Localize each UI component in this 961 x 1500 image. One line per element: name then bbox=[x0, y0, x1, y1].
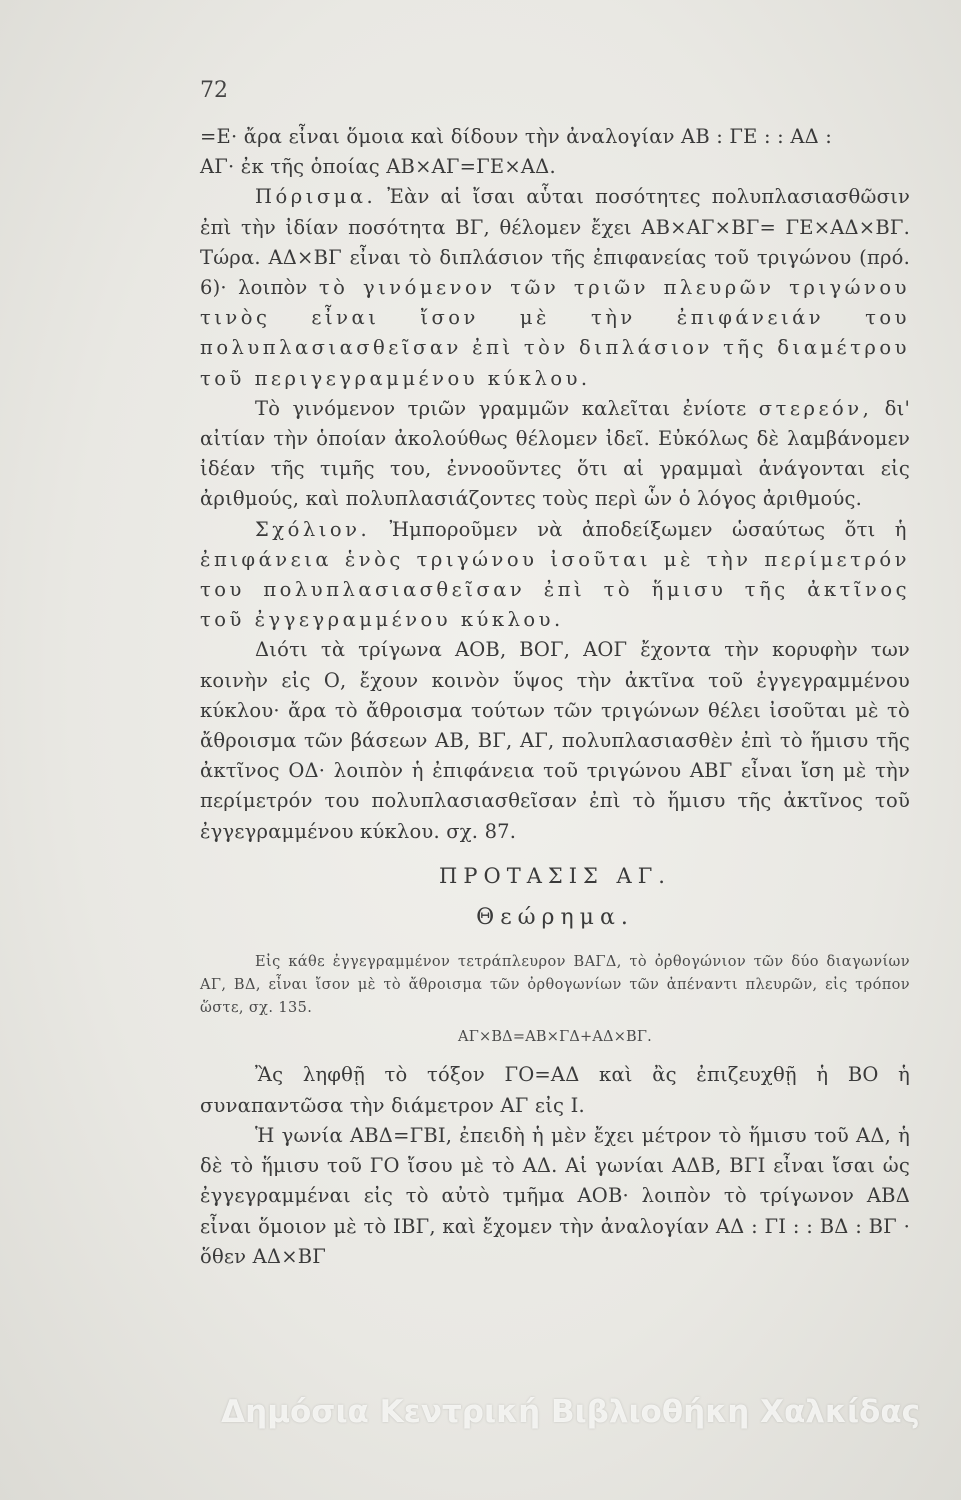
text-line: ΑΓ· ἐκ τῆς ὁποίας ΑΒ×ΑΓ=ΓΕ×ΑΔ. bbox=[200, 155, 556, 179]
page-number: 72 bbox=[200, 78, 228, 103]
porisma-spaced-text: τὸ γινόμενον τῶν τριῶν πλευρῶν τριγώνου τινὸς εἶναι ἴσον μὲ τὴν ἐπιφάνειάν του πολυπλασιασθεῖσαν ἐπὶ τὸν διπλάσιον τῆς διαμέτρου τοῦ περιγεγραμμένου κύκλου. bbox=[200, 276, 910, 390]
proof-paragraph bbox=[200, 635, 910, 846]
proof-paragraph-1: Ἂς ληφθῇ τὸ τόξον ΓΟ=ΑΔ καὶ ἂς ἐπιζευχθῇ ἡ ΒΟ ἡ συναπαντῶσα τὴν διάμετρον ΑΓ εἰς Ι. bbox=[200, 1063, 910, 1117]
stereon-text-1: Τὸ γινόμενον τριῶν γραμμῶν καλεῖται ἐνίοτε bbox=[255, 396, 747, 420]
text-line: =Ε· ἄρα εἶναι ὅμοια καὶ δίδουν τὴν ἀναλογίαν ΑΒ : ΓΕ : : ΑΔ : bbox=[200, 125, 833, 148]
proof-text: Διότι τὰ τρίγωνα ΑΟΒ, ΒΟΓ, ΑΟΓ ἔχοντα τὴν κορυφὴν των κοινὴν εἰς Ο, ἔχουν κοινὸν ὕψος τὴν ἀκτῖνα τοῦ ἐγγεγραμμένου κύκλου· ἄρα τὸ ἄθροισμα τούτων τῶν τριγώνων θέλει ἰσοῦται μὲ τὸ ἄθροισμα τῶν βάσεων ΑΒ, ΒΓ, ΑΓ, πολυπλασιασθὲν ἐπὶ τὸ ἥμισυ τῆς ἀκτῖνος ΟΔ· λοιπὸν ἡ ἐπιφάνεια τοῦ τριγώνου ΑΒΓ εἶναι ἴση μὲ τὴν περίμετρόν του πολυπλασιασθεῖσαν ἐπὶ τὸ ἥμισυ τῆς ἀκτῖνος τοῦ ἐγγεγραμμένου κύκλου. bbox=[200, 638, 910, 843]
library-watermark: Δημόσια Κεντρική Βιβλιοθήκη Χαλκίδας bbox=[221, 1394, 920, 1430]
scholion-text: Ἠμποροῦμεν νὰ ἀποδείξωμεν ὡσαύτως ὅτι bbox=[389, 517, 876, 541]
stereon-paragraph bbox=[200, 394, 910, 515]
page-text bbox=[200, 122, 910, 1272]
theorem-statement: Εἰς κάθε ἐγγεγραμμένον τετράπλευρον ΒΑΓΔ, τὸ ὀρθογώνιον τῶν δύο διαγωνίων ΑΓ, ΒΔ, εἶναι ἴσον μὲ τὸ ἄθροισμα τῶν ὀρθογωνίων τῶν ἀπέναντι πλευρῶν, εἰς τρόπον ὥστε, σχ. 135. bbox=[200, 954, 910, 1017]
theorem-formula: ΑΓ×ΒΔ=ΑΒ×ΓΔ+ΑΔ×ΒΓ. bbox=[458, 1029, 652, 1046]
protasis-heading: ΠΡΟΤΑΣΙΣ ΑΓ. bbox=[439, 863, 671, 888]
scholion-paragraph bbox=[200, 515, 910, 636]
scholion-spaced-text: ἡ ἐπιφάνεια ἑνὸς τριγώνου ἰσοῦται μὲ τὴν περίμετρόν του πολυπλασιασθεῖσαν ἐπὶ τὸ ἥμισυ τῆς ἀκτῖνος τοῦ ἐγγεγραμμένου κύκλου. bbox=[200, 517, 910, 632]
figure-reference: σχ. 87. bbox=[446, 819, 517, 843]
theorema-heading: Θεώρημα. bbox=[476, 905, 634, 931]
stereon-text-2: δι' αἰτίαν τὴν ὁποίαν ἀκολούθως θέλομεν ἰδεῖ. Εὐκόλως δὲ λαμβάνομεν ἰδέαν τῆς τιμῆς του, ἐννοοῦντες ὅτι αἱ γραμμαὶ ἀνάγονται εἰς ἀριθμούς, καὶ πολυπλασιάζοντες τοὺς περὶ ὧν ὁ λόγος ἀριθμούς. bbox=[200, 396, 911, 511]
proof-paragraph-2: Ἡ γωνία ΑΒΔ=ΓΒΙ, ἐπειδὴ ἡ μὲν ἔχει μέτρον τὸ ἥμισυ τοῦ ΑΔ, ἡ δὲ τὸ ἥμισυ τοῦ ΓΟ ἴσου μὲ τὸ ΑΔ. Αἱ γωνίαι ΑΔΒ, ΒΓΙ εἶναι ἴσαι ὡς ἐγγεγραμμέναι εἰς τὸ αὐτὸ τμῆμα ΑΟΒ· λοιπὸν τὸ τρίγωνον ΑΒΔ εἶναι ὅμοιον μὲ τὸ ΙΒΓ, καὶ ἔχομεν τὴν ἀναλογίαν ΑΔ : ΓΙ : : ΒΔ : ΒΓ · ὅθεν ΑΔ×ΒΓ bbox=[200, 1123, 910, 1268]
porisma-paragraph bbox=[200, 182, 910, 393]
porisma-text: Ἐὰν αἱ ἴσαι αὗται ποσότητες πολυπλασιασθῶσιν ἐπὶ τὴν ἰδίαν ποσότητα ΒΓ, θέλομεν ἔχει ΑΒ×ΑΓ×ΒΓ= ΓΕ×ΑΔ×ΒΓ. Τώρα. ΑΔ×ΒΓ εἶναι τὸ διπλάσιον τῆς ἐπιφανείας τοῦ τριγώνου (πρό. 6)· λοιπὸν bbox=[200, 185, 911, 300]
scholion-label: Σχόλιον. bbox=[255, 517, 371, 541]
stereon-spaced: στερεόν, bbox=[758, 396, 873, 420]
porisma-label: Πόρισμα. bbox=[255, 185, 377, 209]
